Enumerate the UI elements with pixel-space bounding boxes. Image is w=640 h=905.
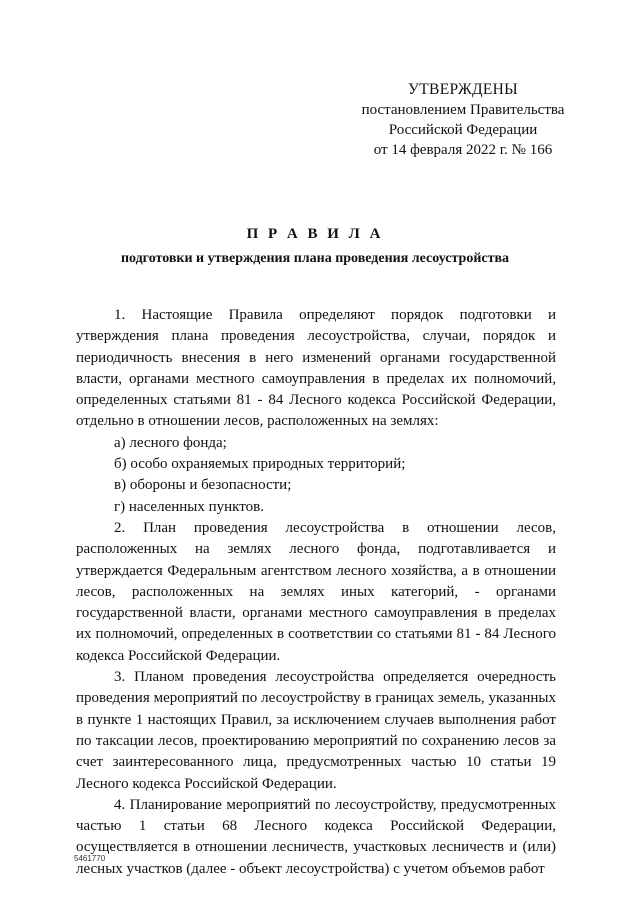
- approval-line-2: Российской Федерации: [388, 122, 538, 138]
- list-item-a: а) лесного фонда;: [114, 434, 227, 451]
- approval-stamp: [348, 80, 578, 160]
- document-title: П Р А В И Л А: [246, 226, 384, 242]
- paragraph-1: 1. Настоящие Правила определяют порядок подготовки и утверждения плана проведения лесоустройства, случаи, порядок и периодичность внесения в него изменений органами государственной власти, органами местного самоуправления в пределах их полномочий, определенных статьями 81 - 84 Лесного кодекса Российской Федерации, отдельно в отношении лесов, расположенных на землях:: [76, 307, 556, 430]
- approval-heading: УТВЕРЖДЕНЫ: [408, 81, 518, 98]
- paragraph-2: 2. План проведения лесоустройства в отношении лесов, расположенных на землях лесного фонда, подготавливается и утверждается Федеральным агентством лесного хозяйства, а в отношении лесов, расположенных на землях иных категорий, - органами государственной власти, органами местного самоуправления в пределах их полномочий, определенных в соответствии со статьями 81 - 84 Лесного кодекса Российской Федерации.: [76, 519, 556, 664]
- document-subtitle: подготовки и утверждения плана проведения лесоустройства: [120, 251, 510, 266]
- document-code: 5461770: [74, 854, 106, 863]
- list-item-c: в) обороны и безопасности;: [114, 477, 292, 494]
- approval-date-number: от 14 февраля 2022 г. № 166: [373, 142, 553, 158]
- paragraph-3: 3. Планом проведения лесоустройства определяется очередность проведения мероприятий по лесоустройству в границах земель, указанных в пункте 1 настоящих Правил, за исключением случаев выполнения работ по таксации лесов, проектированию мероприятий по сохранению лесов за счет заинтересованного лица, предусмотренных частью 10 статьи 19 Лесного кодекса Российской Федерации.: [76, 669, 556, 792]
- list-item-b: б) особо охраняемых природных территорий;: [114, 456, 406, 473]
- document-body: [76, 305, 556, 880]
- list-item-d: г) населенных пунктов.: [114, 498, 264, 515]
- approval-line-1: постановлением Правительства: [361, 102, 565, 118]
- paragraph-4: 4. Планирование мероприятий по лесоустройству, предусмотренных частью 1 статьи 68 Лесного кодекса Российской Федерации, осуществляется в отношении лесничеств, участковых лесничеств и (или) лесных участков (далее - объект лесоустройства) с учетом объемов работ: [76, 796, 556, 877]
